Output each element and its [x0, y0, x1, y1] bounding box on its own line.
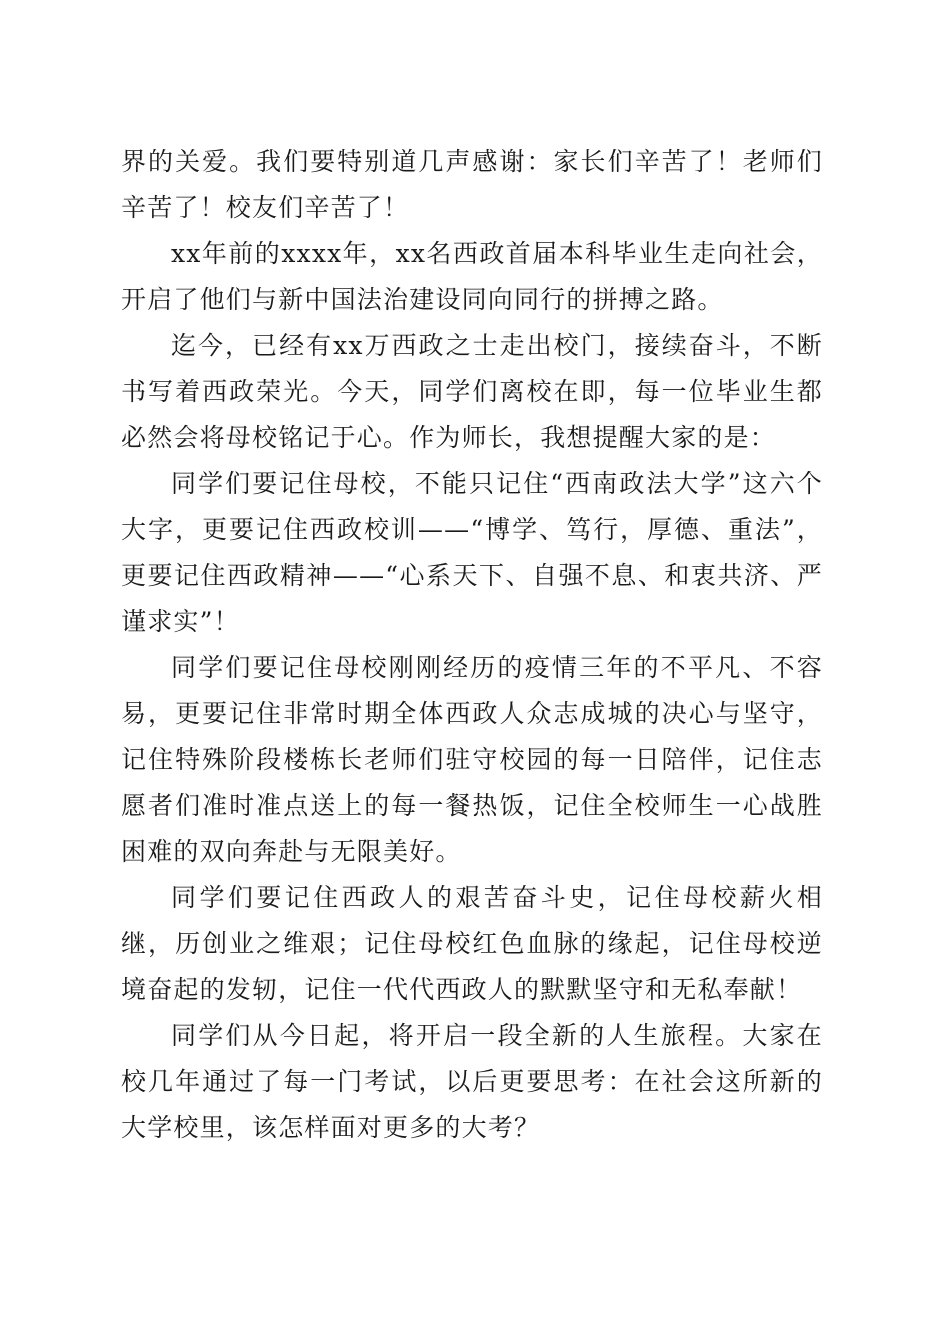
paragraph: xx年前的xxxx年，xx名西政首届本科毕业生走向社会，开启了他们与新中国法治建设同向同行的拼搏之路。: [121, 239, 823, 314]
paragraph: 同学们从今日起，将开启一段全新的人生旅程。大家在校几年通过了每一门考试，以后更要思考：在社会这所新的大学校里，该怎样面对更多的大考？: [121, 1021, 823, 1142]
paragraph: 同学们要记住母校，不能只记住“西南政法大学”这六个大字，更要记住西政校训——“博学、笃行，厚德、重法”，更要记住西政精神——“心系天下、自强不息、和衷共济、严谨求实”！: [121, 469, 823, 636]
paragraph: 迄今，已经有xx万西政之士走出校门，接续奋斗，不断书写着西政荣光。今天，同学们离校在即，每一位毕业生都必然会将母校铭记于心。作为师长，我想提醒大家的是：: [121, 331, 823, 452]
paragraph-continuation: 界的关爱。我们要特别道几声感谢：家长们辛苦了！老师们辛苦了！校友们辛苦了！: [121, 147, 823, 222]
paragraph: 同学们要记住母校刚刚经历的疫情三年的不平凡、不容易，更要记住非常时期全体西政人众志成城的决心与坚守，记住特殊阶段楼栋长老师们驻守校园的每一日陪伴，记住志愿者们准时准点送上的每一餐热饭，记住全校师生一心战胜困难的双向奔赴与无限美好。: [121, 653, 823, 866]
document-body: [121, 139, 823, 1151]
paragraph: 同学们要记住西政人的艰苦奋斗史，记住母校薪火相继，历创业之维艰；记住母校红色血脉的缘起，记住母校逆境奋起的发轫，记住一代代西政人的默默坚守和无私奉献！: [121, 883, 823, 1004]
